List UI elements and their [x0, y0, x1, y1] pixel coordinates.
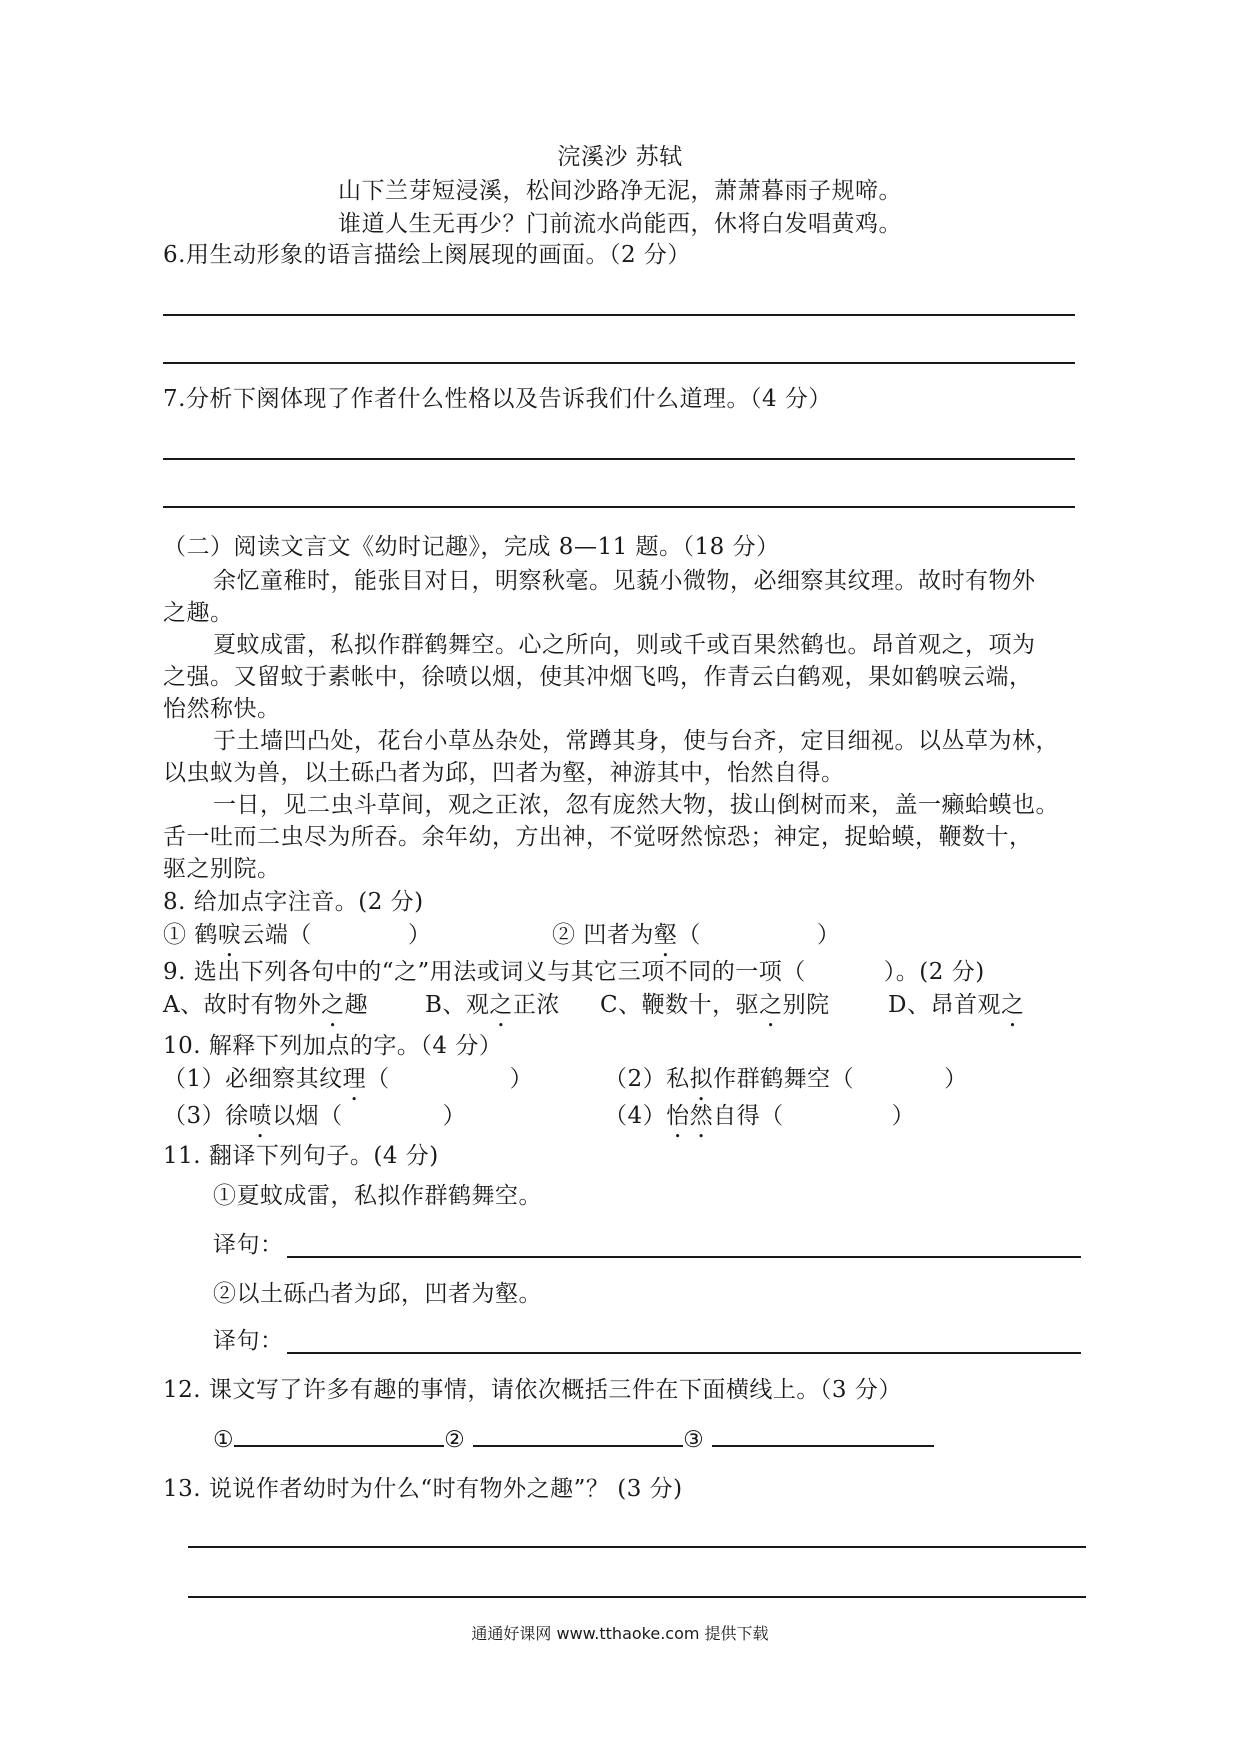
passage-p2-line-2: 之强。又留蚊于素帐中，徐喷以烟，使其冲烟飞鸣，作青云白鹤观，果如鹤唳云端，: [163, 664, 1033, 690]
passage-p4-line-2: 舌一吐而二虫尽为所吞。余年幼，方出神，不觉呀然惊恐；神定，捉蛤蟆，鞭数十，: [163, 824, 1033, 850]
q10-item-3-prefix: （3）徐: [163, 1103, 249, 1129]
q11-answer-line-1[interactable]: [287, 1256, 1081, 1258]
q10-item-2-close: ）: [944, 1066, 968, 1092]
q12-blank-1[interactable]: [234, 1423, 444, 1447]
question-12: 12. 课文写了许多有趣的事情，请依次概括三件在下面横线上。（3 分）: [163, 1377, 902, 1403]
q10-item-1-open: （: [366, 1066, 390, 1092]
q10-item-4-dotted-char-2: 然: [689, 1103, 714, 1129]
q10-item-2-open: 作群鹤舞空（: [713, 1066, 855, 1092]
passage-p4-line-1: 一日，见二虫斗草间，观之正浓，忽有庞然大物，拔山倒树而来，盖一癞蛤蟆也。: [213, 792, 1059, 818]
q11-sentence-1: ①夏蚊成雷，私拟作群鹤舞空。: [213, 1183, 542, 1209]
q10-item-3-dotted-char: 喷: [248, 1103, 273, 1129]
passage-p3-line-1: 于土墙凹凸处，花台小草丛杂处，常蹲其身，使与台齐，定目细视。以丛草为林，: [213, 728, 1059, 754]
q10-item-4-close: ）: [891, 1103, 916, 1129]
q10-item-1-close: ）: [509, 1066, 534, 1092]
question-11: 11. 翻译下列句子。(4 分): [163, 1143, 439, 1169]
q10-item-4-prefix: （4）: [604, 1103, 667, 1129]
q10-item-3: [163, 1101, 466, 1131]
q9-option-a[interactable]: [163, 990, 368, 1020]
q9-option-b[interactable]: [425, 990, 560, 1020]
q10-item-1-prefix: （1）必细察其纹: [163, 1066, 343, 1092]
q11-sentence-2: ②以土砾凸者为邱，凹者为壑。: [213, 1281, 542, 1307]
q12-blanks: [213, 1423, 934, 1455]
passage-p2-line-1: 夏蚊成雷，私拟作群鹤舞空。心之所向，则或千或百果然鹤也。昂首观之，项为: [213, 632, 1036, 658]
question-6: 6.用生动形象的语言描绘上阕展现的画面。（2 分）: [163, 242, 691, 268]
q13-answer-line-2[interactable]: [188, 1596, 1086, 1598]
q12-blank-3[interactable]: [712, 1423, 934, 1447]
q12-number-3: ③: [683, 1427, 705, 1453]
q8-item-1-prefix: 鹤: [194, 922, 218, 948]
question-13: 13. 说说作者幼时为什么“时有物外之趣”？ (3 分): [163, 1476, 683, 1502]
answer-line-q7-2[interactable]: [163, 506, 1075, 508]
poem-line-1: 山下兰芽短浸溪，松间沙路净无泥，萧萧暮雨子规啼。: [338, 178, 902, 204]
q9-option-d[interactable]: [888, 990, 1024, 1020]
q9-option-a-prefix: A、故时有物外: [163, 992, 322, 1018]
q8-item-2-number: ②: [552, 922, 576, 948]
page-footer: 通通好课网 www.tthaoke.com 提供下载: [471, 1624, 769, 1643]
question-10: 10. 解释下列加点的字。（4 分）: [163, 1033, 503, 1059]
passage-p3-line-2: 以虫蚁为兽，以土砾凸者为邱，凹者为壑，神游其中，怡然自得。: [163, 760, 845, 786]
q8-item-1-number: ①: [163, 922, 187, 948]
q9-stem: 9. 选出下列各句中的“之”用法或词义与其它三项不同的一项（: [163, 959, 806, 985]
q12-number-2: ②: [444, 1427, 466, 1453]
q10-item-4-dotted-char-1: 怡: [666, 1103, 690, 1129]
q9-option-b-suffix: 正浓: [512, 992, 560, 1018]
q9-option-c-prefix: C、鞭数十，驱: [600, 992, 760, 1018]
q11-translate-label-1: 译句：: [213, 1232, 284, 1258]
q10-item-4-open: 自得（: [713, 1103, 784, 1129]
answer-line-q6-2[interactable]: [163, 362, 1075, 364]
q8-item-2-prefix: 凹者为: [583, 922, 654, 948]
q10-item-3-open: 以烟（: [272, 1103, 343, 1129]
question-9: [163, 957, 985, 987]
q9-stem-end: ）。(2 分): [883, 959, 985, 985]
q9-option-b-prefix: B、观: [425, 992, 490, 1018]
q10-item-3-close: ）: [442, 1103, 467, 1129]
q10-item-2-prefix: （2）私: [604, 1066, 690, 1092]
poem-line-2: 谁道人生无再少？门前流水尚能西，休将白发唱黄鸡。: [338, 211, 902, 237]
section-2-heading: （二）阅读文言文《幼时记趣》，完成 8—11 题。（18 分）: [163, 534, 780, 560]
poem-title: 浣溪沙 苏轼: [557, 144, 683, 170]
q10-item-2: [604, 1064, 968, 1094]
q9-option-a-suffix: 趣: [344, 992, 369, 1018]
question-8: 8. 给加点字注音。(2 分): [163, 889, 424, 915]
q8-item-1-close: ）: [407, 922, 432, 948]
q8-item-1-dotted-char: 唳: [217, 922, 242, 948]
q13-answer-line-1[interactable]: [188, 1546, 1086, 1548]
passage-p1-line-2: 之趣。: [163, 600, 234, 626]
q11-answer-line-2[interactable]: [287, 1352, 1081, 1354]
q10-item-1-dotted-char: 理: [342, 1066, 367, 1092]
question-7: 7.分析下阕体现了作者什么性格以及告诉我们什么道理。（4 分）: [163, 386, 832, 412]
q10-item-1: [163, 1064, 533, 1094]
q8-item-1-suffix: 云端（: [241, 922, 312, 948]
q9-option-d-dotted-char: 之: [1000, 992, 1025, 1018]
passage-p4-line-3: 驱之别院。: [163, 856, 281, 882]
answer-line-q6-1[interactable]: [163, 314, 1075, 316]
q12-number-1: ①: [213, 1427, 235, 1453]
q11-translate-label-2: 译句：: [213, 1328, 284, 1354]
q8-item-2-dotted-char: 壑: [653, 922, 678, 948]
passage-p2-line-3: 怡然称快。: [163, 696, 281, 722]
q9-option-d-prefix: D、昂首观: [888, 992, 1001, 1018]
q9-option-c-suffix: 别院: [782, 992, 830, 1018]
answer-line-q7-1[interactable]: [163, 458, 1075, 460]
q9-option-b-dotted-char: 之: [489, 992, 513, 1018]
q8-item-2: [552, 920, 840, 950]
passage-p1-line-1: 余忆童稚时，能张目对日，明察秋毫。见藐小微物，必细察其纹理。故时有物外: [213, 568, 1036, 594]
q10-item-2-dotted-char: 拟: [689, 1066, 714, 1092]
q8-item-1: [163, 920, 431, 950]
q8-item-2-close: ）: [816, 922, 841, 948]
q9-option-c[interactable]: [600, 990, 830, 1020]
q9-option-a-dotted-char: 之: [321, 992, 345, 1018]
q10-item-4: [604, 1101, 915, 1131]
q8-item-2-suffix: （: [677, 922, 701, 948]
q9-option-c-dotted-char: 之: [759, 992, 783, 1018]
q12-blank-2[interactable]: [473, 1423, 683, 1447]
